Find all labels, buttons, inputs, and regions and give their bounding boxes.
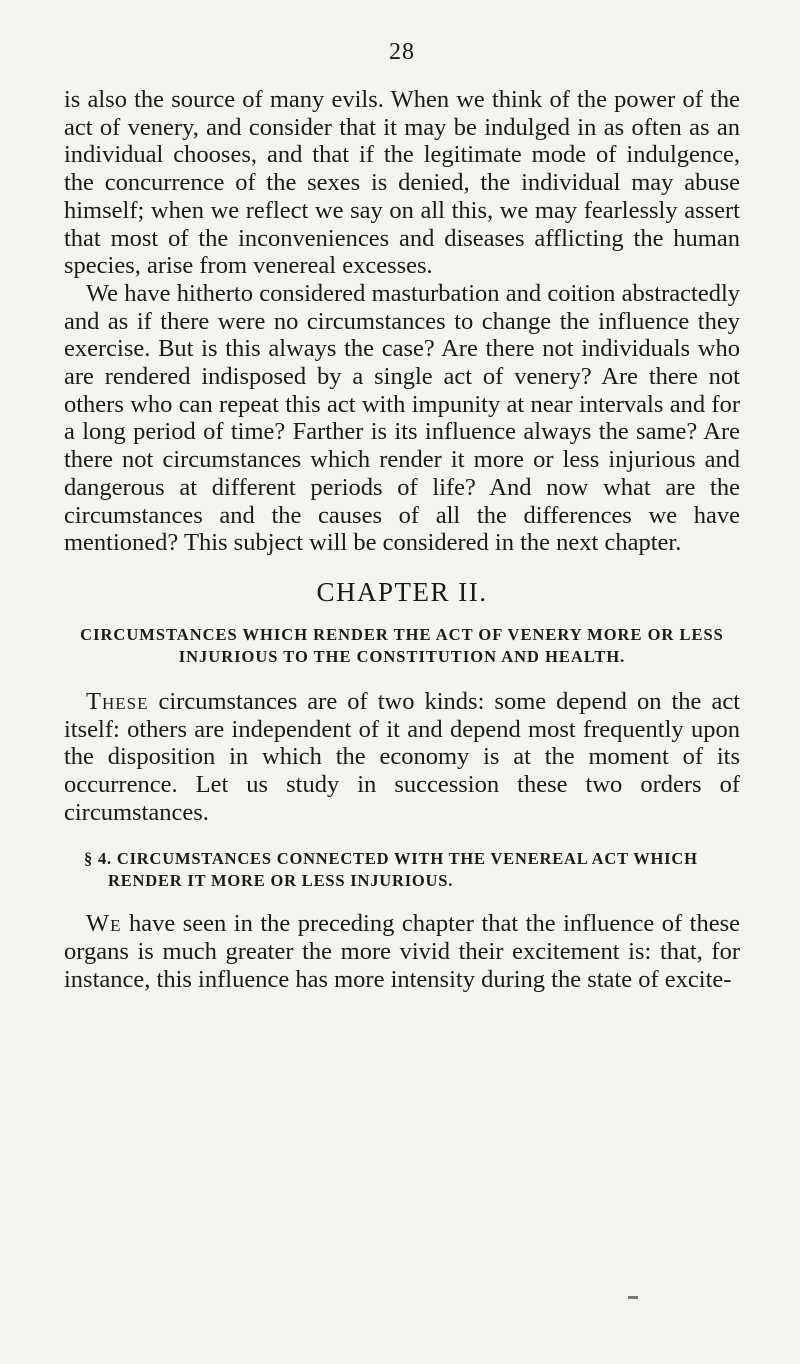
page-number: 28 xyxy=(389,39,415,65)
section-paragraph xyxy=(64,910,740,993)
book-page xyxy=(64,40,740,994)
stray-ink-mark xyxy=(628,1296,638,1299)
chapter-paragraph-text: circumstances are of two kinds: some depend on the act itself: others are independent of it and depend most frequently upon the disposition in which the economy is at the moment of its occurrence. Let us study in succession these two orders of circumstances. xyxy=(64,687,740,826)
paragraph-2: We have hitherto considered masturbation and coition abstractedly and as if there were no circumstances to change the influence they exercise. But is this always the case? Are there not individuals who are rendered indisposed by a single act of venery? Are there not others who can repeat this act with impunity at near intervals and for a long period of time? Farther is its influence always the same? Are there not circumstances which render it more or less injurious and dangerous at different periods of life? And now what are the circumstances and the causes of all the differences we have mentioned? This subject will be considered in the next chapter. xyxy=(64,279,740,557)
chapter-subtitle: CIRCUMSTANCES WHICH RENDER THE ACT OF VENERY MORE OR LESS INJURIOUS TO THE CONSTITUTION AND HEALTH. xyxy=(80,624,724,666)
section-heading: § 4. CIRCUMSTANCES CONNECTED WITH THE VENEREAL ACT WHICH RENDER IT MORE OR LESS INJURIOUS. xyxy=(84,849,698,891)
section-paragraph-lead: We xyxy=(86,910,122,938)
chapter-paragraph xyxy=(64,688,740,827)
paragraph-1: is also the source of many evils. When we think of the power of the act of venery, and consider that it may be indulged in as often as an individual chooses, and that if the legitimate mode of indulgence, the concurrence of the sexes is denied, the individual may abuse himself; when we reflect we say on all this, we may fearlessly assert that most of the inconveniences and diseases afflicting the human species, arise from venereal excesses. xyxy=(64,86,740,280)
section-paragraph-text: have seen in the preceding chapter that the influence of these organs is much greater the more vivid their excitement is: that, for instance, this influence has more intensity during the state of excite- xyxy=(64,910,740,993)
chapter-title: CHAPTER II. xyxy=(316,576,488,607)
chapter-paragraph-lead: These xyxy=(86,687,149,715)
